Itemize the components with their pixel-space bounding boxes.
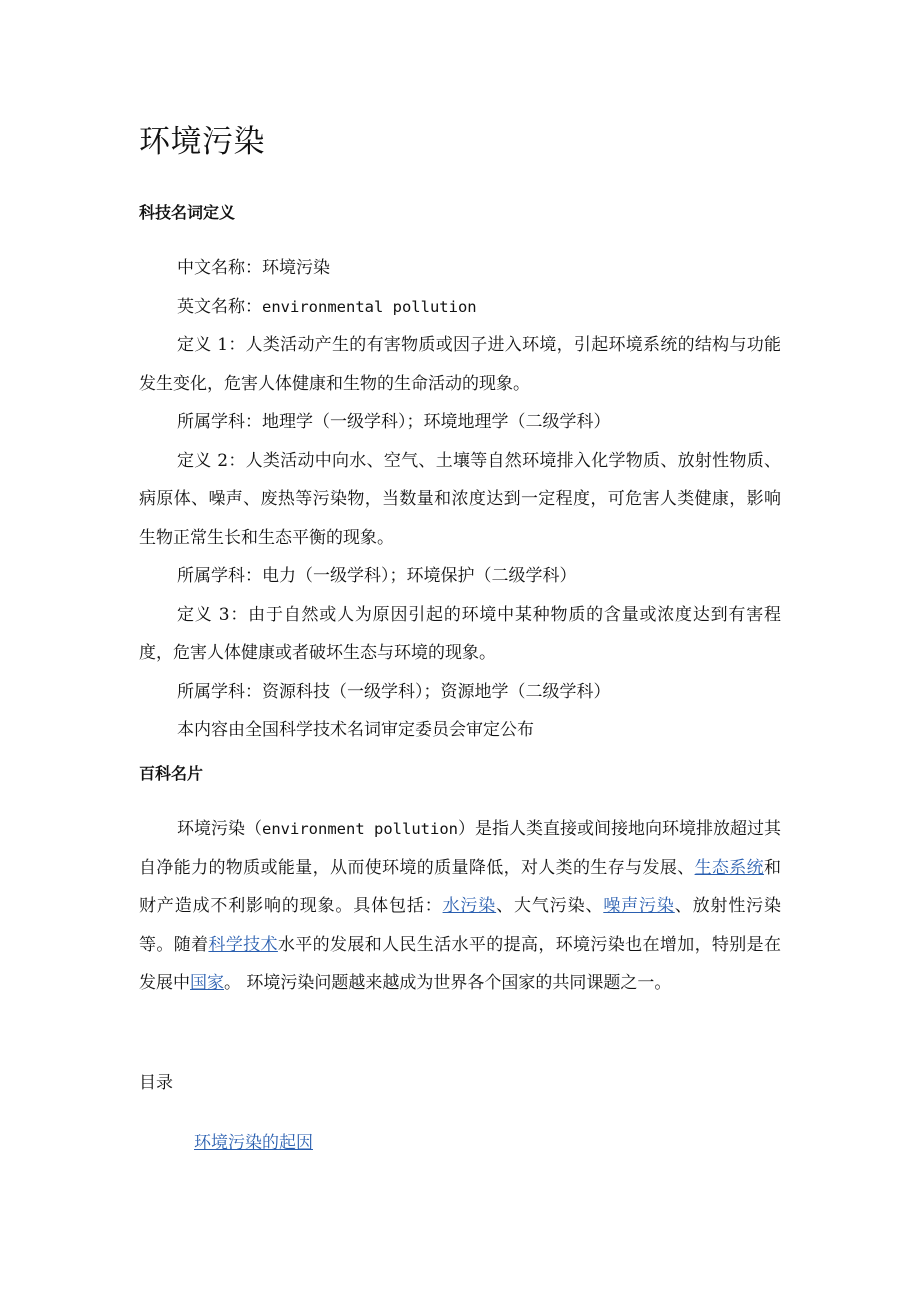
- english-name-value: environmental pollution: [262, 297, 477, 316]
- summary-english-term: environment pollution: [262, 820, 458, 838]
- summary-text: 水平的发展和人民生活水平的提高，环境污染也在增加，特别是在发展中: [139, 934, 782, 993]
- approval-note: 本内容由全国科学技术名词审定委员会审定公布: [177, 720, 534, 740]
- english-name-line: [139, 288, 781, 327]
- summary-text: 。 环境污染问题越来越成为世界各个国家的共同课题之一。: [224, 973, 672, 993]
- toc-item-causes[interactable]: 环境污染的起因: [194, 1133, 313, 1153]
- chinese-name-value: 环境污染: [262, 258, 330, 278]
- table-of-contents-label: 目录: [139, 1073, 173, 1093]
- summary-text: ）是指人类直接或间接地向环境排放超过其自净能力的物质或能量，从而使环境的质量降低，对人类的生存与发展、: [139, 819, 782, 878]
- page-title: 环境污染: [139, 124, 265, 160]
- link-water-pollution[interactable]: 水污染: [442, 896, 497, 916]
- summary-text: 环境污染（: [177, 819, 263, 839]
- summary-paragraph: [139, 810, 781, 1003]
- definition-1: 定义 1：人类活动产生的有害物质或因子进入环境，引起环境系统的结构与功能发生变化，危害人体健康和生物的生命活动的现象。: [139, 335, 781, 394]
- chinese-name-line: [139, 249, 781, 288]
- encyclopedia-summary: [139, 810, 781, 1003]
- term-definition-block: [139, 249, 781, 750]
- definition-2: 定义 2：人类活动中向水、空气、土壤等自然环境排入化学物质、放射性物质、病原体、噪声、废热等污染物，当数量和浓度达到一定程度，可危害人类健康，影响生物正常生长和生态平衡的现象。: [139, 450, 781, 548]
- discipline-3: 所属学科：资源科技（一级学科）；资源地学（二级学科）: [177, 681, 611, 702]
- link-science-technology[interactable]: 科学技术: [208, 934, 278, 955]
- section-heading-term-definition: 科技名词定义: [139, 203, 236, 222]
- summary-text: 、放射性污染等。随着: [139, 896, 782, 955]
- definition-3: 定义 3：由于自然或人为原因引起的环境中某种物质的含量或浓度达到有害程度，危害人体健康或者破坏生态与环境的现象。: [139, 604, 781, 663]
- discipline-2: 所属学科：电力（一级学科）；环境保护（二级学科）: [177, 566, 577, 586]
- summary-text: 、大气污染、: [496, 896, 604, 916]
- english-name-label: 英文名称：: [177, 296, 262, 317]
- section-heading-encyclopedia-card: 百科名片: [139, 764, 204, 783]
- summary-text: 和财产造成不利影响的现象。具体包括：: [139, 857, 782, 916]
- link-country[interactable]: 国家: [190, 973, 224, 993]
- link-noise-pollution[interactable]: 噪声污染: [603, 896, 675, 916]
- link-ecosystem[interactable]: 生态系统: [694, 857, 765, 878]
- chinese-name-label: 中文名称：: [177, 258, 262, 278]
- discipline-1: 所属学科：地理学（一级学科）；环境地理学（二级学科）: [177, 412, 611, 432]
